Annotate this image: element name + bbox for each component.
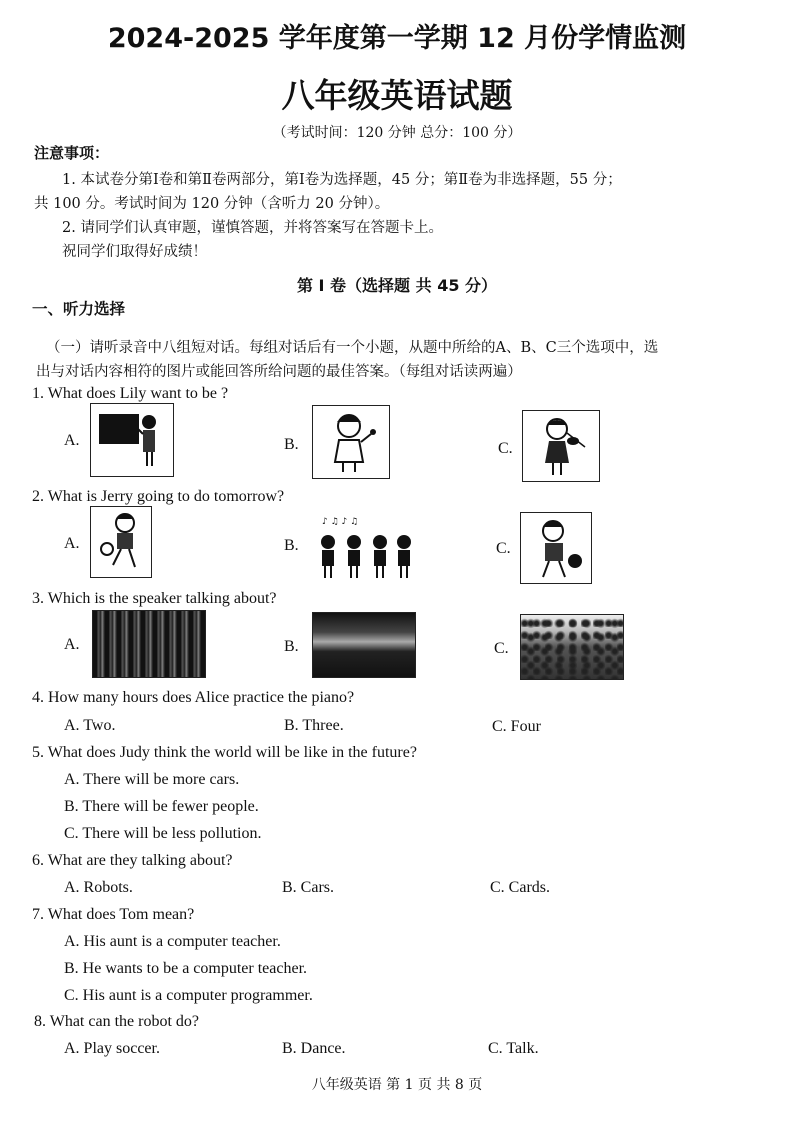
- q2-label-c: C.: [496, 540, 511, 557]
- svg-text:♪ ♫ ♪ ♫: ♪ ♫ ♪ ♫: [322, 517, 359, 527]
- page-footer: 八年级英语 第 1 页 共 8 页: [311, 1077, 483, 1093]
- instruction-line-b: 出与对话内容相符的图片或能回答所给问题的最佳答案。（每组对话读两遍）: [36, 364, 522, 380]
- notice-heading: 注意事项：: [34, 144, 110, 162]
- q3-label-b: B.: [284, 638, 299, 655]
- q5-option-a[interactable]: A. There will be more cars.: [64, 771, 240, 788]
- q7-option-a[interactable]: A. His aunt is a computer teacher.: [64, 933, 281, 950]
- exam-meta: （考试时间：120 分钟 总分：100 分）: [272, 125, 522, 141]
- q6-option-c[interactable]: C. Cards.: [490, 879, 550, 896]
- notice-line-2: 2. 请同学们认真审题，谨慎答题，并将答案写在答题卡上。: [62, 220, 443, 236]
- notice-line-3: 祝同学们取得好成绩！: [62, 244, 207, 260]
- q1-label-b: B.: [284, 436, 299, 453]
- q3-label-a: A.: [64, 636, 80, 653]
- question-5: 5. What does Judy think the world will be like in the future?: [32, 744, 417, 761]
- notice-line-1a: 1. 本试卷分第Ⅰ卷和第Ⅱ卷两部分，第Ⅰ卷为选择题，45 分；第Ⅱ卷为非选择题，55 分；: [62, 172, 622, 188]
- q2-image-soccer[interactable]: [90, 506, 152, 578]
- section-title: 第 Ⅰ 卷（选择题 共 45 分）: [296, 276, 498, 295]
- q1-label-c: C.: [498, 440, 513, 457]
- question-1: 1. What does Lily want to be ?: [32, 385, 229, 402]
- question-2: 2. What is Jerry going to do tomorrow?: [32, 488, 285, 505]
- instruction-line-a: （一）请听录音中八组短对话。每组对话后有一个小题，从题中所给的A、B、C三个选项中，选: [46, 340, 659, 356]
- q1-image-violinist[interactable]: [522, 410, 600, 482]
- q2-image-singing-group[interactable]: [312, 512, 420, 582]
- exam-title-line1: 2024-2025 学年度第一学期 12 月份学情监测: [107, 23, 687, 54]
- question-8: 8. What can the robot do?: [34, 1013, 199, 1030]
- q3-image-forest[interactable]: [92, 610, 206, 678]
- notice-line-1b: 共 100 分。考试时间为 120 分钟（含听力 20 分钟）。: [34, 196, 390, 212]
- q1-image-teacher[interactable]: [90, 403, 174, 477]
- q5-option-c[interactable]: C. There will be less pollution.: [64, 825, 262, 842]
- q1-label-a: A.: [64, 432, 80, 449]
- q3-label-c: C.: [494, 640, 509, 657]
- part-heading: 一、听力选择: [32, 300, 126, 318]
- q5-option-b[interactable]: B. There will be fewer people.: [64, 798, 259, 815]
- q7-option-c[interactable]: C. His aunt is a computer programmer.: [64, 987, 313, 1004]
- q1-image-singer[interactable]: [312, 405, 390, 479]
- q8-option-c[interactable]: C. Talk.: [488, 1040, 539, 1057]
- q4-option-c[interactable]: C. Four: [492, 718, 541, 735]
- q6-option-b[interactable]: B. Cars.: [282, 879, 334, 896]
- q3-image-crowd[interactable]: [312, 612, 416, 678]
- q2-image-basketball[interactable]: [520, 512, 592, 584]
- q3-image-sunflower-field[interactable]: [520, 614, 624, 680]
- q6-option-a[interactable]: A. Robots.: [64, 879, 133, 896]
- question-7: 7. What does Tom mean?: [32, 906, 195, 923]
- q2-label-a: A.: [64, 535, 80, 552]
- q2-label-b: B.: [284, 537, 299, 554]
- q8-option-b[interactable]: B. Dance.: [282, 1040, 346, 1057]
- q7-option-b[interactable]: B. He wants to be a computer teacher.: [64, 960, 308, 977]
- exam-title-line2: 八年级英语试题: [281, 76, 513, 115]
- question-3: 3. Which is the speaker talking about?: [32, 590, 277, 607]
- q8-option-a[interactable]: A. Play soccer.: [64, 1040, 160, 1057]
- question-6: 6. What are they talking about?: [32, 852, 233, 869]
- q4-option-b[interactable]: B. Three.: [284, 717, 344, 734]
- question-4: 4. How many hours does Alice practice the piano?: [32, 689, 355, 706]
- q4-option-a[interactable]: A. Two.: [64, 717, 116, 734]
